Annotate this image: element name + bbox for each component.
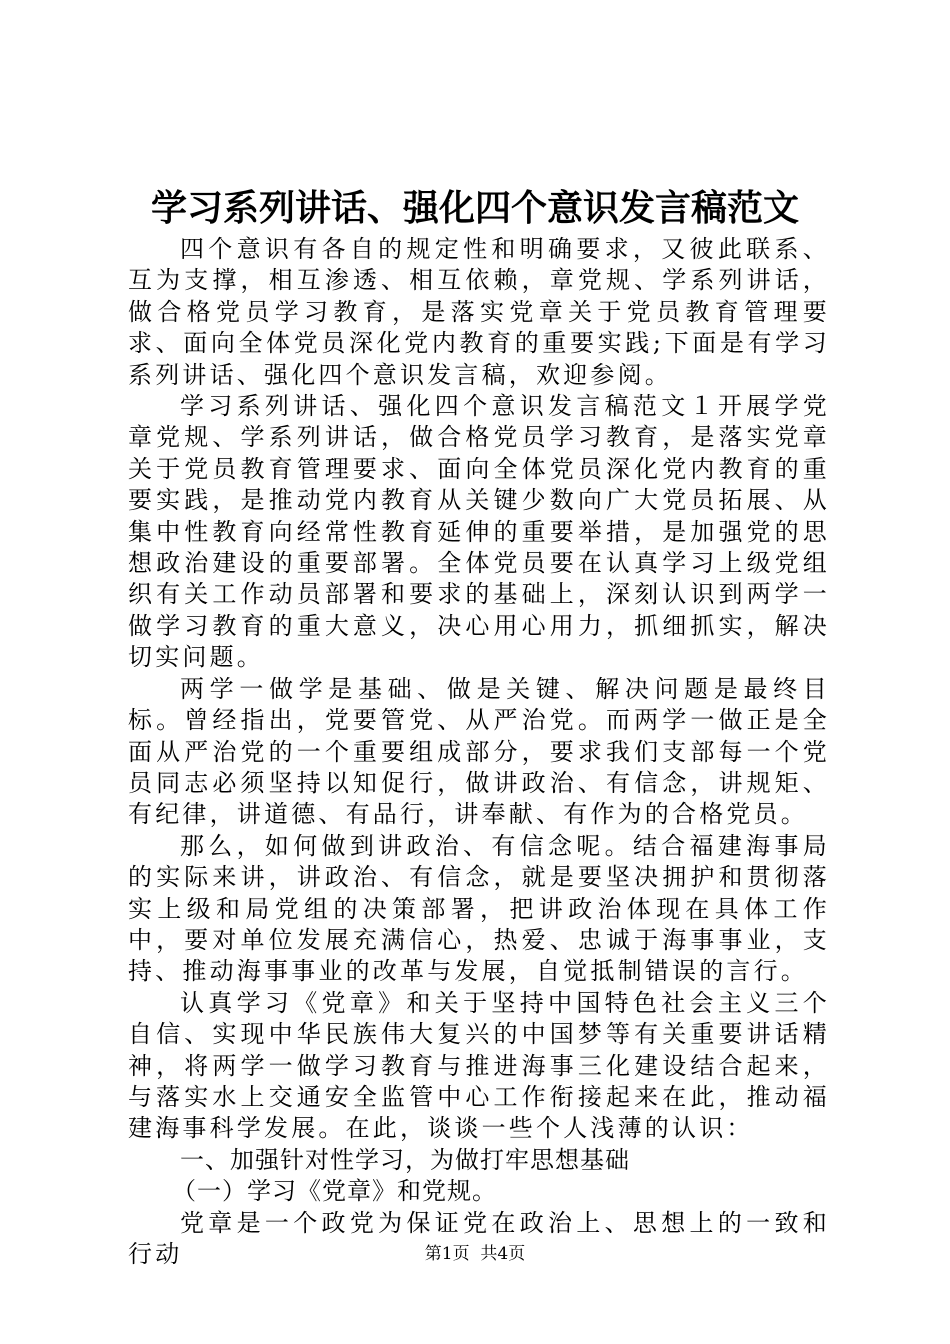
document-title: 学习系列讲话、强化四个意识发言稿范文 [150,187,799,229]
section-heading: 一、加强针对性学习，为做打牢思想基础 [180,1145,630,1174]
paragraph-study-charter: 认真学习《党章》和关于坚持中国特色社会主义三个自信、实现中华民族伟大复兴的中国梦等有关重要讲话精神，将两学一做学习教育与推进海事三化建设结合起来，与落实水上交通安全监管中心工作衔接起来在此，推动福建海事科学发展。在此，谈谈一些个人浅薄的认识： [128,988,830,1143]
document-body [128,234,830,1270]
paragraph-politics-belief: 那么，如何做到讲政治、有信念呢。结合福建海事局的实际来讲，讲政治、有信念，就是要坚决拥护和贯彻落实上级和局党组的决策部署，把讲政治体现在具体工作中，要对单位发展充满信心，热爱、忠诚于海事事业，支持、推动海事事业的改革与发展，自觉抵制错误的言行。 [128,831,830,986]
paragraph-charter-definition: 党章是一个政党为保证党在政治上、思想上的一致和行动 [128,1208,830,1268]
subsection-heading: （一）学习《党章》和党规。 [172,1177,497,1206]
paragraph-sample-1: 学习系列讲话、强化四个意识发言稿范文１开展学党章党规、学系列讲话，做合格党员学习教育，是落实党章关于党员教育管理要求、面向全体党员深化党内教育的重要实践，是推动党内教育从关键少数向广大党员拓展、从集中性教育向经常性教育延伸的重要举措，是加强党的思想政治建设的重要部署。全体党员要在认真学习上级党组织有关工作动员部署和要求的基础上，深刻认识到两学一做学习教育的重大意义，决心用心用力，抓细抓实，解决切实问题。 [128,392,830,672]
paragraph-intro: 四个意识有各自的规定性和明确要求，又彼此联系、互为支撑，相互渗透、相互依赖，章党规、学系列讲话，做合格党员学习教育，是落实党章关于党员教育管理要求、面向全体党员深化党内教育的重要实践;下面是有学习系列讲话、强化四个意识发言稿，欢迎参阅。 [128,235,830,389]
page-number-footer: 第1页 共4页 [424,1244,526,1264]
paragraph-two-learn-one-do: 两学一做学是基础、做是关键、解决问题是最终目标。曾经指出，党要管党、从严治党。而两学一做正是全面从严治党的一个重要组成部分，要求我们支部每一个党员同志必须坚持以知促行，做讲政治、有信念，讲规矩、有纪律，讲道德、有品行，讲奉献、有作为的合格党员。 [128,674,830,829]
